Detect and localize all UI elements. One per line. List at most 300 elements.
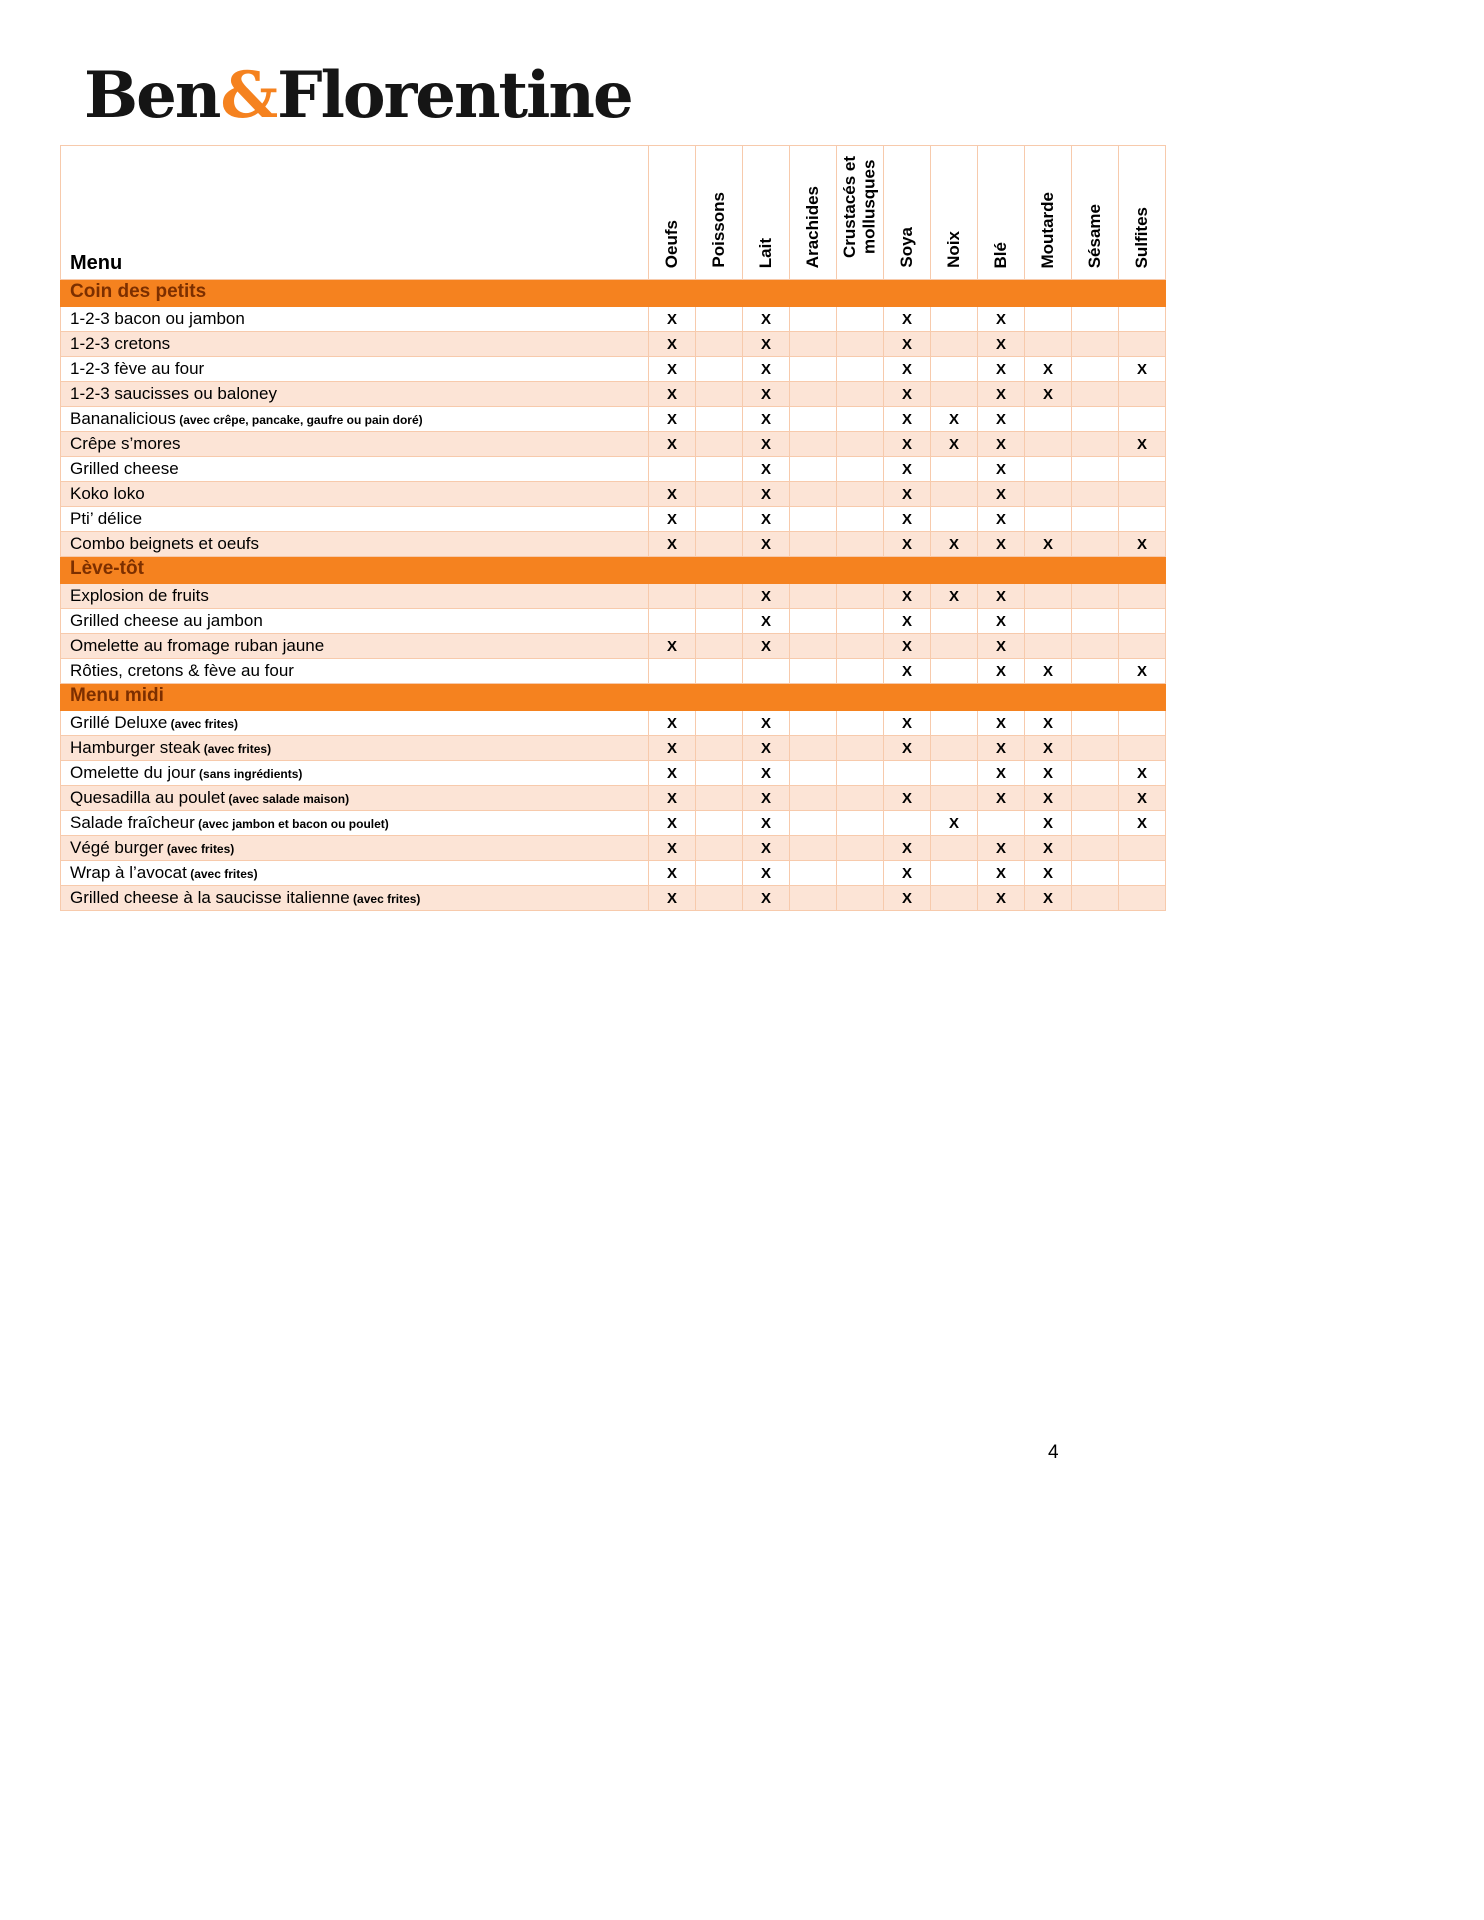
allergen-empty-cell bbox=[1072, 634, 1119, 659]
allergen-empty-cell bbox=[837, 332, 884, 357]
allergen-empty-cell bbox=[790, 584, 837, 609]
menu-item-row bbox=[61, 659, 1166, 684]
menu-item-label: Explosion de fruits bbox=[70, 585, 209, 605]
allergen-mark: X bbox=[978, 609, 1025, 634]
allergen-empty-cell bbox=[696, 482, 743, 507]
allergen-empty-cell bbox=[931, 659, 978, 684]
allergen-mark: X bbox=[743, 432, 790, 457]
allergen-mark: X bbox=[743, 786, 790, 811]
allergen-empty-cell bbox=[1072, 407, 1119, 432]
allergen-mark: X bbox=[1119, 357, 1166, 382]
logo-florentine: Florentine bbox=[277, 58, 632, 133]
brand-logo bbox=[84, 58, 632, 133]
allergen-empty-cell bbox=[790, 786, 837, 811]
menu-item-row bbox=[61, 786, 1166, 811]
allergen-empty-cell bbox=[790, 811, 837, 836]
allergen-empty-cell bbox=[1119, 736, 1166, 761]
allergen-empty-cell bbox=[837, 507, 884, 532]
allergen-mark: X bbox=[743, 861, 790, 886]
allergen-mark: X bbox=[884, 307, 931, 332]
allergen-mark: X bbox=[1025, 886, 1072, 911]
allergen-empty-cell bbox=[790, 609, 837, 634]
allergen-mark: X bbox=[743, 507, 790, 532]
allergen-empty-cell bbox=[837, 659, 884, 684]
allergen-mark: X bbox=[649, 482, 696, 507]
allergen-empty-cell bbox=[790, 382, 837, 407]
allergen-empty-cell bbox=[931, 886, 978, 911]
allergen-empty-cell bbox=[649, 609, 696, 634]
allergen-empty-cell bbox=[790, 307, 837, 332]
allergen-empty-cell bbox=[837, 482, 884, 507]
allergen-empty-cell bbox=[696, 507, 743, 532]
allergen-mark: X bbox=[743, 609, 790, 634]
menu-item-name bbox=[61, 432, 649, 457]
allergen-empty-cell bbox=[790, 532, 837, 557]
allergen-mark: X bbox=[649, 407, 696, 432]
menu-item-name bbox=[61, 861, 649, 886]
allergen-empty-cell bbox=[1119, 861, 1166, 886]
allergen-mark: X bbox=[649, 861, 696, 886]
allergen-mark: X bbox=[649, 432, 696, 457]
allergen-mark: X bbox=[931, 532, 978, 557]
allergen-empty-cell bbox=[1025, 609, 1072, 634]
menu-item-note: (avec frites) bbox=[186, 866, 258, 881]
allergen-empty-cell bbox=[1072, 836, 1119, 861]
allergen-column-label: Sésame bbox=[1085, 203, 1105, 268]
allergen-mark: X bbox=[978, 357, 1025, 382]
allergen-mark: X bbox=[931, 811, 978, 836]
allergen-empty-cell bbox=[696, 711, 743, 736]
allergen-mark: X bbox=[978, 634, 1025, 659]
allergen-mark: X bbox=[884, 457, 931, 482]
menu-item-name bbox=[61, 886, 649, 911]
menu-item-note: (avec salade maison) bbox=[225, 791, 350, 806]
allergen-mark: X bbox=[978, 886, 1025, 911]
allergen-column-header bbox=[743, 146, 790, 280]
allergen-empty-cell bbox=[696, 761, 743, 786]
section-header-row bbox=[61, 557, 1166, 584]
allergen-empty-cell bbox=[1072, 307, 1119, 332]
menu-column-header: Menu bbox=[61, 146, 649, 280]
allergen-empty-cell bbox=[1119, 711, 1166, 736]
allergen-empty-cell bbox=[1119, 407, 1166, 432]
allergen-mark: X bbox=[743, 332, 790, 357]
allergen-mark: X bbox=[649, 532, 696, 557]
allergen-column-header bbox=[1025, 146, 1072, 280]
allergen-empty-cell bbox=[1119, 886, 1166, 911]
allergen-empty-cell bbox=[931, 482, 978, 507]
allergen-empty-cell bbox=[931, 357, 978, 382]
allergen-column-label: Sulfites bbox=[1132, 206, 1152, 268]
allergen-mark: X bbox=[743, 836, 790, 861]
allergen-mark: X bbox=[1025, 761, 1072, 786]
menu-item-note: (avec frites) bbox=[200, 741, 272, 756]
menu-item-row bbox=[61, 307, 1166, 332]
allergen-empty-cell bbox=[1025, 584, 1072, 609]
allergen-empty-cell bbox=[1119, 457, 1166, 482]
allergen-mark: X bbox=[978, 332, 1025, 357]
allergen-empty-cell bbox=[837, 736, 884, 761]
allergen-mark: X bbox=[978, 307, 1025, 332]
allergen-empty-cell bbox=[1072, 584, 1119, 609]
menu-item-note: (avec frites) bbox=[163, 841, 235, 856]
allergen-empty-cell bbox=[1119, 584, 1166, 609]
allergen-empty-cell bbox=[931, 711, 978, 736]
allergen-empty-cell bbox=[884, 811, 931, 836]
allergen-mark: X bbox=[884, 609, 931, 634]
allergen-mark: X bbox=[1119, 532, 1166, 557]
allergen-empty-cell bbox=[696, 382, 743, 407]
allergen-empty-cell bbox=[696, 407, 743, 432]
section-title: Menu midi bbox=[61, 684, 1166, 711]
allergen-mark: X bbox=[884, 482, 931, 507]
allergen-column-label: Blé bbox=[991, 241, 1011, 268]
allergen-empty-cell bbox=[1119, 482, 1166, 507]
allergen-mark: X bbox=[1119, 786, 1166, 811]
allergen-mark: X bbox=[1119, 659, 1166, 684]
allergen-mark: X bbox=[1119, 432, 1166, 457]
allergen-column-header bbox=[696, 146, 743, 280]
allergen-empty-cell bbox=[790, 736, 837, 761]
menu-item-name bbox=[61, 711, 649, 736]
allergen-empty-cell bbox=[1025, 457, 1072, 482]
menu-item-row bbox=[61, 886, 1166, 911]
allergen-mark: X bbox=[931, 407, 978, 432]
allergen-mark: X bbox=[931, 584, 978, 609]
allergen-empty-cell bbox=[1025, 407, 1072, 432]
allergen-mark: X bbox=[884, 736, 931, 761]
allergen-column-header bbox=[1119, 146, 1166, 280]
allergen-empty-cell bbox=[837, 761, 884, 786]
menu-item-name bbox=[61, 332, 649, 357]
allergen-mark: X bbox=[978, 584, 1025, 609]
allergen-empty-cell bbox=[1072, 609, 1119, 634]
menu-item-label: Bananalicious bbox=[70, 408, 176, 428]
allergen-empty-cell bbox=[696, 786, 743, 811]
allergen-column-label: Arachides bbox=[803, 185, 823, 268]
allergen-mark: X bbox=[743, 482, 790, 507]
allergen-empty-cell bbox=[696, 307, 743, 332]
allergen-empty-cell bbox=[1119, 332, 1166, 357]
allergen-mark: X bbox=[649, 736, 696, 761]
allergen-mark: X bbox=[649, 786, 696, 811]
section-title: Lève-tôt bbox=[61, 557, 1166, 584]
allergen-empty-cell bbox=[837, 532, 884, 557]
allergen-empty-cell bbox=[837, 407, 884, 432]
allergen-empty-cell bbox=[790, 357, 837, 382]
allergen-mark: X bbox=[978, 407, 1025, 432]
allergen-mark: X bbox=[978, 382, 1025, 407]
allergen-mark: X bbox=[978, 482, 1025, 507]
allergen-mark: X bbox=[743, 886, 790, 911]
allergen-column-header bbox=[978, 146, 1025, 280]
menu-item-name bbox=[61, 811, 649, 836]
allergen-empty-cell bbox=[837, 786, 884, 811]
allergen-mark: X bbox=[1025, 786, 1072, 811]
menu-item-row bbox=[61, 634, 1166, 659]
allergen-mark: X bbox=[978, 432, 1025, 457]
allergen-empty-cell bbox=[837, 357, 884, 382]
allergen-empty-cell bbox=[649, 457, 696, 482]
allergen-empty-cell bbox=[1119, 836, 1166, 861]
allergen-empty-cell bbox=[696, 836, 743, 861]
allergen-empty-cell bbox=[931, 634, 978, 659]
allergen-empty-cell bbox=[1072, 659, 1119, 684]
allergen-mark: X bbox=[931, 432, 978, 457]
allergen-mark: X bbox=[884, 786, 931, 811]
menu-item-row bbox=[61, 711, 1166, 736]
menu-item-name bbox=[61, 382, 649, 407]
allergen-mark: X bbox=[978, 711, 1025, 736]
allergen-empty-cell bbox=[837, 836, 884, 861]
menu-item-label: Grillé Deluxe bbox=[70, 712, 168, 732]
allergen-empty-cell bbox=[790, 761, 837, 786]
menu-item-note: (avec frites) bbox=[349, 891, 421, 906]
allergen-empty-cell bbox=[1119, 609, 1166, 634]
menu-item-row bbox=[61, 457, 1166, 482]
allergen-mark: X bbox=[743, 761, 790, 786]
allergen-table bbox=[60, 145, 1166, 911]
allergen-mark: X bbox=[743, 307, 790, 332]
allergen-mark: X bbox=[1119, 811, 1166, 836]
allergen-empty-cell bbox=[931, 861, 978, 886]
allergen-mark: X bbox=[884, 407, 931, 432]
menu-item-label: 1-2-3 saucisses ou baloney bbox=[70, 383, 277, 403]
menu-item-row bbox=[61, 609, 1166, 634]
menu-item-row bbox=[61, 532, 1166, 557]
allergen-empty-cell bbox=[931, 332, 978, 357]
menu-item-row bbox=[61, 482, 1166, 507]
allergen-empty-cell bbox=[790, 482, 837, 507]
allergen-empty-cell bbox=[696, 532, 743, 557]
allergen-empty-cell bbox=[1025, 507, 1072, 532]
menu-item-label: Grilled cheese bbox=[70, 458, 179, 478]
section-header-row bbox=[61, 280, 1166, 307]
allergen-empty-cell bbox=[743, 659, 790, 684]
menu-item-name bbox=[61, 786, 649, 811]
menu-item-name bbox=[61, 482, 649, 507]
menu-item-label: Combo beignets et oeufs bbox=[70, 533, 260, 553]
allergen-mark: X bbox=[884, 532, 931, 557]
menu-item-row bbox=[61, 761, 1166, 786]
allergen-empty-cell bbox=[1072, 761, 1119, 786]
allergen-mark: X bbox=[1025, 736, 1072, 761]
allergen-empty-cell bbox=[837, 307, 884, 332]
allergen-mark: X bbox=[649, 761, 696, 786]
menu-item-name bbox=[61, 457, 649, 482]
menu-item-name bbox=[61, 507, 649, 532]
allergen-empty-cell bbox=[837, 584, 884, 609]
allergen-empty-cell bbox=[1072, 861, 1119, 886]
allergen-empty-cell bbox=[790, 507, 837, 532]
menu-item-note: (avec crêpe, pancake, gaufre ou pain doré) bbox=[175, 412, 423, 427]
allergen-mark: X bbox=[884, 634, 931, 659]
allergen-empty-cell bbox=[1025, 482, 1072, 507]
allergen-mark: X bbox=[884, 861, 931, 886]
allergen-mark: X bbox=[884, 886, 931, 911]
menu-item-name bbox=[61, 407, 649, 432]
menu-item-label: Pti’ délice bbox=[70, 508, 143, 528]
allergen-empty-cell bbox=[837, 711, 884, 736]
allergen-empty-cell bbox=[790, 659, 837, 684]
allergen-mark: X bbox=[743, 634, 790, 659]
allergen-mark: X bbox=[649, 357, 696, 382]
allergen-column-header bbox=[790, 146, 837, 280]
allergen-mark: X bbox=[978, 836, 1025, 861]
allergen-empty-cell bbox=[931, 382, 978, 407]
allergen-mark: X bbox=[649, 811, 696, 836]
allergen-mark: X bbox=[649, 886, 696, 911]
menu-item-name bbox=[61, 736, 649, 761]
allergen-empty-cell bbox=[696, 811, 743, 836]
allergen-column-label: Crustacés et mollusques bbox=[840, 155, 879, 259]
allergen-empty-cell bbox=[696, 457, 743, 482]
allergen-empty-cell bbox=[1025, 307, 1072, 332]
menu-item-row bbox=[61, 332, 1166, 357]
allergen-empty-cell bbox=[790, 457, 837, 482]
menu-item-name bbox=[61, 609, 649, 634]
allergen-mark: X bbox=[1025, 836, 1072, 861]
allergen-empty-cell bbox=[696, 357, 743, 382]
allergen-empty-cell bbox=[696, 861, 743, 886]
allergen-mark: X bbox=[743, 382, 790, 407]
allergen-mark: X bbox=[978, 736, 1025, 761]
allergen-mark: X bbox=[978, 659, 1025, 684]
allergen-empty-cell bbox=[931, 507, 978, 532]
allergen-mark: X bbox=[649, 382, 696, 407]
allergen-empty-cell bbox=[837, 811, 884, 836]
allergen-empty-cell bbox=[1072, 382, 1119, 407]
allergen-empty-cell bbox=[790, 836, 837, 861]
menu-item-name bbox=[61, 584, 649, 609]
allergen-column-label: Oeufs bbox=[662, 219, 682, 268]
menu-item-note: (avec frites) bbox=[167, 716, 239, 731]
allergen-mark: X bbox=[743, 584, 790, 609]
allergen-empty-cell bbox=[1119, 634, 1166, 659]
allergen-empty-cell bbox=[931, 761, 978, 786]
menu-item-label: Hamburger steak bbox=[70, 737, 201, 757]
menu-item-note: (avec jambon et bacon ou poulet) bbox=[194, 816, 389, 831]
allergen-empty-cell bbox=[931, 836, 978, 861]
allergen-empty-cell bbox=[1072, 482, 1119, 507]
allergen-empty-cell bbox=[790, 861, 837, 886]
allergen-mark: X bbox=[884, 357, 931, 382]
allergen-mark: X bbox=[1025, 659, 1072, 684]
allergen-mark: X bbox=[884, 836, 931, 861]
allergen-empty-cell bbox=[1072, 711, 1119, 736]
allergen-empty-cell bbox=[1072, 532, 1119, 557]
allergen-mark: X bbox=[1025, 861, 1072, 886]
allergen-empty-cell bbox=[649, 584, 696, 609]
allergen-empty-cell bbox=[1072, 357, 1119, 382]
allergen-mark: X bbox=[978, 532, 1025, 557]
allergen-empty-cell bbox=[1072, 886, 1119, 911]
allergen-mark: X bbox=[649, 307, 696, 332]
menu-item-label: Rôties, cretons & fève au four bbox=[70, 660, 294, 680]
allergen-empty-cell bbox=[790, 634, 837, 659]
allergen-empty-cell bbox=[649, 659, 696, 684]
allergen-mark: X bbox=[978, 507, 1025, 532]
menu-item-label: Crêpe s’mores bbox=[70, 433, 181, 453]
allergen-empty-cell bbox=[931, 307, 978, 332]
menu-item-label: 1-2-3 fève au four bbox=[70, 358, 205, 378]
allergen-mark: X bbox=[649, 634, 696, 659]
menu-item-label: 1-2-3 bacon ou jambon bbox=[70, 308, 245, 328]
allergen-empty-cell bbox=[696, 736, 743, 761]
menu-item-row bbox=[61, 382, 1166, 407]
allergen-empty-cell bbox=[1119, 382, 1166, 407]
section-title: Coin des petits bbox=[61, 280, 1166, 307]
allergen-empty-cell bbox=[1072, 786, 1119, 811]
menu-item-name bbox=[61, 761, 649, 786]
allergen-mark: X bbox=[649, 507, 696, 532]
allergen-mark: X bbox=[743, 736, 790, 761]
allergen-empty-cell bbox=[1072, 432, 1119, 457]
allergen-mark: X bbox=[743, 457, 790, 482]
allergen-mark: X bbox=[884, 332, 931, 357]
allergen-empty-cell bbox=[1119, 307, 1166, 332]
allergen-mark: X bbox=[743, 811, 790, 836]
allergen-column-label: Poissons bbox=[709, 192, 729, 268]
allergen-empty-cell bbox=[696, 584, 743, 609]
menu-item-label: Wrap à l’avocat bbox=[70, 862, 187, 882]
allergen-empty-cell bbox=[1119, 507, 1166, 532]
allergen-empty-cell bbox=[1072, 332, 1119, 357]
allergen-table-wrap bbox=[60, 145, 1166, 911]
allergen-mark: X bbox=[1119, 761, 1166, 786]
allergen-mark: X bbox=[743, 711, 790, 736]
menu-item-label: Omelette au fromage ruban jaune bbox=[70, 635, 325, 655]
allergen-mark: X bbox=[1025, 532, 1072, 557]
allergen-empty-cell bbox=[1072, 811, 1119, 836]
menu-item-row bbox=[61, 861, 1166, 886]
menu-item-row bbox=[61, 432, 1166, 457]
allergen-empty-cell bbox=[837, 609, 884, 634]
allergen-empty-cell bbox=[790, 711, 837, 736]
menu-item-name bbox=[61, 532, 649, 557]
menu-item-label: Quesadilla au poulet bbox=[70, 787, 226, 807]
allergen-mark: X bbox=[884, 507, 931, 532]
allergen-empty-cell bbox=[837, 382, 884, 407]
allergen-mark: X bbox=[743, 532, 790, 557]
allergen-empty-cell bbox=[696, 659, 743, 684]
allergen-mark: X bbox=[884, 432, 931, 457]
allergen-empty-cell bbox=[696, 634, 743, 659]
allergen-mark: X bbox=[1025, 711, 1072, 736]
allergen-column-header bbox=[931, 146, 978, 280]
menu-item-row bbox=[61, 736, 1166, 761]
allergen-empty-cell bbox=[1025, 432, 1072, 457]
allergen-mark: X bbox=[743, 407, 790, 432]
allergen-mark: X bbox=[1025, 357, 1072, 382]
menu-item-name bbox=[61, 307, 649, 332]
menu-item-note: (sans ingrédients) bbox=[195, 766, 303, 781]
menu-item-name bbox=[61, 634, 649, 659]
allergen-empty-cell bbox=[1072, 507, 1119, 532]
allergen-empty-cell bbox=[696, 886, 743, 911]
allergen-empty-cell bbox=[837, 457, 884, 482]
table-header-row bbox=[61, 146, 1166, 280]
allergen-mark: X bbox=[884, 659, 931, 684]
allergen-mark: X bbox=[884, 711, 931, 736]
allergen-empty-cell bbox=[1072, 736, 1119, 761]
allergen-empty-cell bbox=[790, 332, 837, 357]
allergen-mark: X bbox=[649, 332, 696, 357]
allergen-empty-cell bbox=[696, 432, 743, 457]
allergen-column-header bbox=[837, 146, 884, 280]
menu-item-label: Omelette du jour bbox=[70, 762, 196, 782]
allergen-mark: X bbox=[649, 711, 696, 736]
